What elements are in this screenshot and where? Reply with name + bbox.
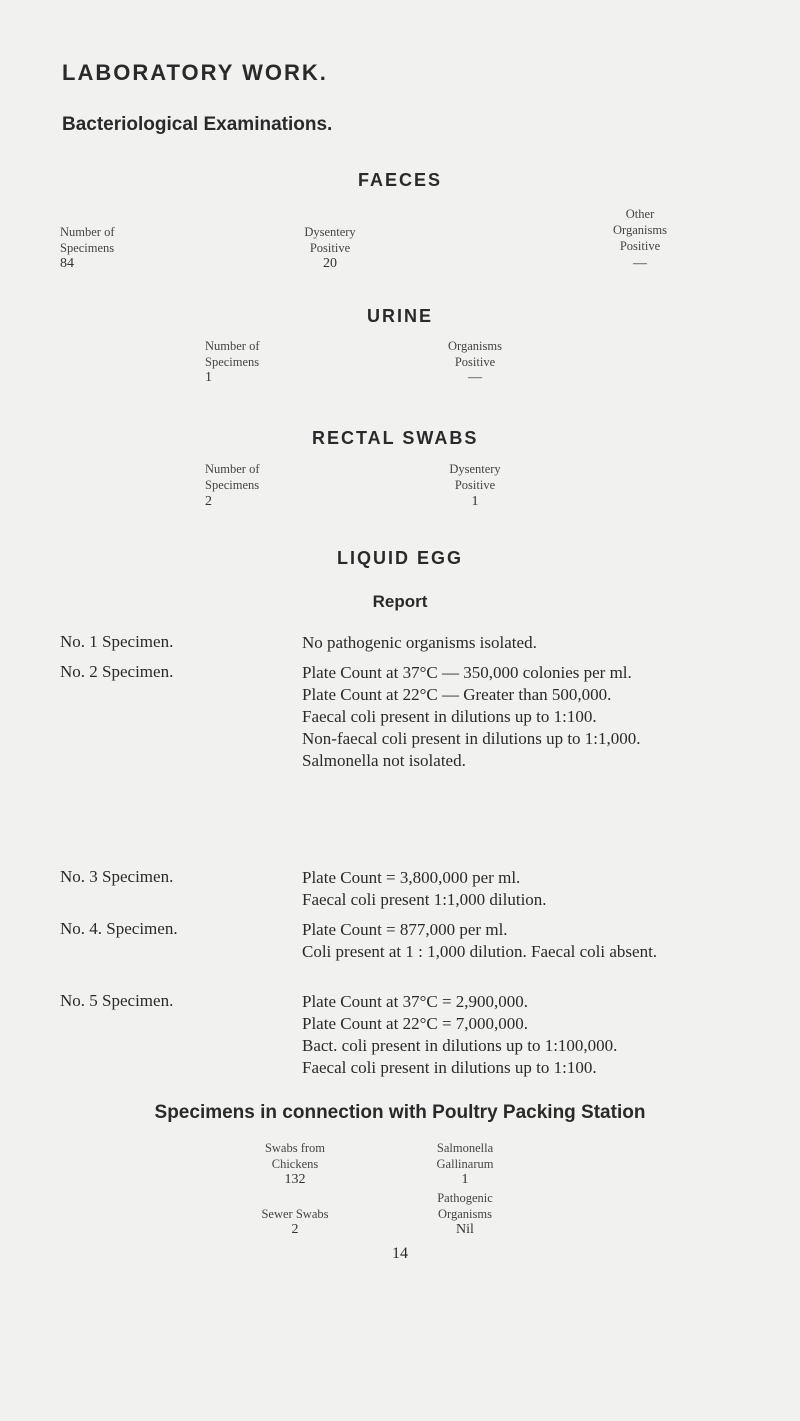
rectal-swabs-heading: RECTAL SWABS: [312, 428, 479, 448]
report-heading: Report: [372, 592, 428, 611]
poultry-heading: Specimens in connection with Poultry Packing Station: [154, 1102, 646, 1123]
liquid-egg-heading: LIQUID EGG: [336, 548, 463, 568]
faeces-dysentery-value: 20: [323, 256, 337, 271]
rectal-specimens-value: 2: [205, 494, 212, 509]
pathogenic-organisms-value: Nil: [456, 1222, 474, 1237]
sewer-swabs-label: Sewer Swabs: [261, 1207, 329, 1221]
urine-specimens-label: Number of Specimens: [205, 339, 260, 369]
salmonella-gallinarum-label: Salmonella Gallinarum: [436, 1141, 494, 1171]
specimen-4-label: No. 4. Specimen.: [60, 919, 178, 938]
faeces-specimens-value: 84: [60, 256, 74, 271]
faeces-other-label: Other Organisms Positive: [613, 207, 667, 253]
pathogenic-organisms-label: Pathogenic Organisms: [437, 1191, 493, 1221]
urine-organisms-label: Organisms Positive: [448, 339, 502, 369]
rectal-specimens-label: Number of Specimens: [205, 462, 260, 492]
urine-heading: URINE: [366, 306, 433, 326]
urine-organisms-value: —: [468, 370, 482, 385]
page-subtitle: Bacteriological Examinations.: [62, 114, 333, 135]
salmonella-gallinarum-value: 1: [461, 1172, 469, 1187]
sewer-swabs-value: 2: [291, 1222, 299, 1237]
specimen-3-label: No. 3 Specimen.: [60, 867, 174, 886]
specimen-5-report: Plate Count at 37°C = 2,900,000. Plate Count at 22°C = 7,000,000. Bact. coli present in dilutions up to 1:100,000. Faecal coli present in dilutions up to 1:100.: [302, 992, 618, 1077]
faeces-dysentery-label: Dysentery Positive: [304, 225, 356, 255]
specimen-4-report: Plate Count = 877,000 per ml. Coli present at 1 : 1,000 dilution. Faecal coli absent.: [302, 920, 658, 961]
specimen-1-label: No. 1 Specimen.: [60, 632, 174, 651]
swabs-chickens-label: Swabs from Chickens: [264, 1141, 326, 1171]
faeces-heading: FAECES: [357, 170, 443, 190]
faeces-specimens-label: Number of Specimens: [60, 225, 115, 255]
rectal-dysentery-label: Dysentery Positive: [449, 462, 501, 492]
page-number: 14: [392, 1245, 408, 1262]
page-title: LABORATORY WORK.: [62, 60, 328, 85]
urine-specimens-value: 1: [205, 370, 212, 385]
specimen-3-report: Plate Count = 3,800,000 per ml. Faecal coli present 1:1,000 dilution.: [302, 868, 547, 909]
specimen-2-report: Plate Count at 37°C — 350,000 colonies per ml. Plate Count at 22°C — Greater than 500,000. Faecal coli present in dilutions up to 1:100. Non-faecal coli present in dilutions up to 1:1,000. Salmonella not isolated.: [302, 663, 641, 770]
specimen-5-label: No. 5 Specimen.: [60, 991, 174, 1010]
rectal-dysentery-value: 1: [471, 494, 479, 509]
faeces-other-value: —: [633, 256, 647, 271]
swabs-chickens-value: 132: [284, 1172, 306, 1187]
specimen-1-report: No pathogenic organisms isolated.: [302, 633, 537, 652]
specimen-2-label: No. 2 Specimen.: [60, 662, 174, 681]
